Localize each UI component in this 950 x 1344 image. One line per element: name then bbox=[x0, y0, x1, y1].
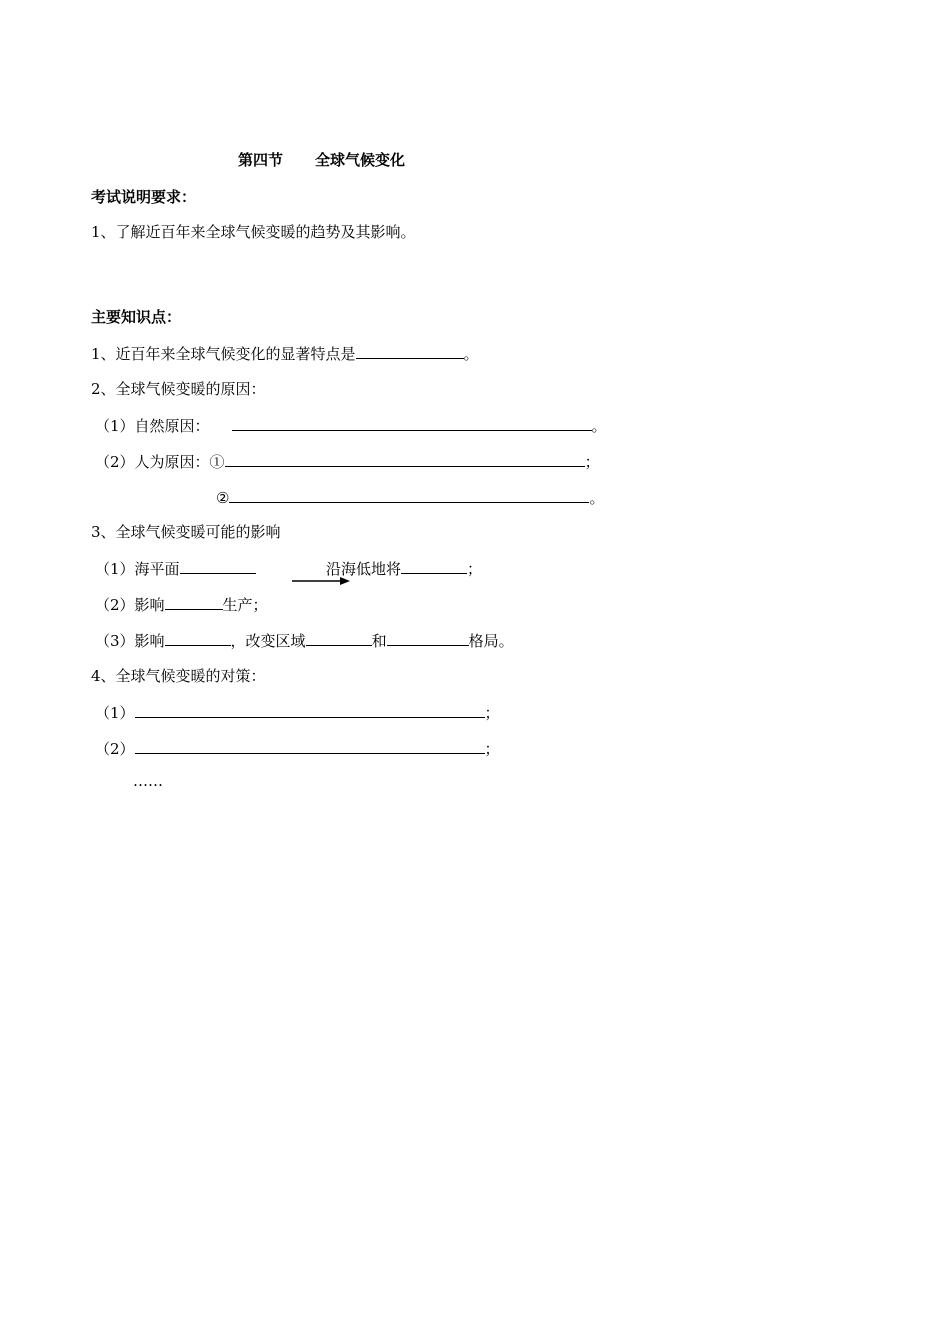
question-3: 3、全球气候变暖可能的影响 bbox=[91, 523, 281, 541]
impact-1-mid: 沿海低地将 bbox=[326, 560, 402, 578]
exam-item-1: 1、了解近百年来全球气候变暖的趋势及其影响。 bbox=[91, 223, 416, 241]
section-title: 全球气候变化 bbox=[315, 151, 406, 169]
fill-blank[interactable] bbox=[229, 487, 589, 503]
question-4: 4、全球气候变暖的对策： bbox=[91, 667, 266, 685]
impact-3-mid: ，改变区域 bbox=[230, 632, 306, 650]
fill-blank[interactable] bbox=[401, 558, 467, 574]
punctuation: 。 bbox=[591, 417, 607, 435]
impact-3-label: （3）影响 bbox=[95, 632, 165, 650]
fill-blank[interactable] bbox=[165, 594, 223, 610]
question-1-text: 1、近百年来全球气候变化的显著特点是 bbox=[91, 345, 356, 363]
fill-blank[interactable] bbox=[135, 738, 485, 754]
impact-1-label: （1）海平面 bbox=[95, 560, 180, 578]
question-1 bbox=[91, 343, 479, 364]
fill-blank[interactable] bbox=[356, 343, 464, 359]
punctuation: 。 bbox=[589, 489, 605, 507]
human-cause-label: （2）人为原因： bbox=[95, 453, 210, 471]
natural-cause-row bbox=[95, 415, 607, 436]
punctuation: 。 bbox=[463, 345, 479, 363]
punctuation: ； bbox=[484, 704, 500, 722]
section-number: 第四节 bbox=[238, 151, 284, 169]
fill-blank[interactable] bbox=[387, 630, 469, 646]
knowledge-heading: 主要知识点： bbox=[91, 308, 182, 326]
impact-row-1-consequence bbox=[326, 558, 482, 579]
countermeasure-2-label: （2） bbox=[95, 740, 135, 758]
punctuation: ； bbox=[584, 453, 600, 471]
impact-row-3 bbox=[95, 630, 514, 651]
fill-blank[interactable] bbox=[165, 630, 231, 646]
circled-number-2: ② bbox=[216, 489, 230, 507]
fill-blank[interactable] bbox=[180, 558, 256, 574]
fill-blank[interactable] bbox=[225, 451, 585, 467]
countermeasure-1-label: （1） bbox=[95, 704, 135, 722]
punctuation: ； bbox=[467, 560, 483, 578]
human-cause-row-1 bbox=[95, 451, 600, 472]
punctuation: ； bbox=[484, 740, 500, 758]
fill-blank[interactable] bbox=[135, 702, 485, 718]
impact-row-2 bbox=[95, 594, 268, 615]
countermeasure-row-1 bbox=[95, 702, 500, 723]
ellipsis: …… bbox=[133, 772, 163, 790]
impact-3-and: 和 bbox=[371, 632, 387, 650]
impact-2-label: （2）影响 bbox=[95, 596, 165, 614]
natural-cause-label: （1）自然原因： bbox=[95, 417, 210, 435]
fill-blank[interactable] bbox=[232, 415, 592, 431]
circled-number-1: ① bbox=[209, 453, 225, 471]
impact-3-end: 格局。 bbox=[468, 632, 514, 650]
question-2: 2、全球气候变暖的原因： bbox=[91, 380, 266, 398]
exam-heading: 考试说明要求： bbox=[91, 188, 197, 206]
human-cause-row-2 bbox=[216, 487, 604, 508]
countermeasure-row-2 bbox=[95, 738, 500, 759]
impact-row-1 bbox=[95, 558, 256, 579]
impact-2-end: 生产； bbox=[222, 596, 268, 614]
fill-blank[interactable] bbox=[306, 630, 372, 646]
